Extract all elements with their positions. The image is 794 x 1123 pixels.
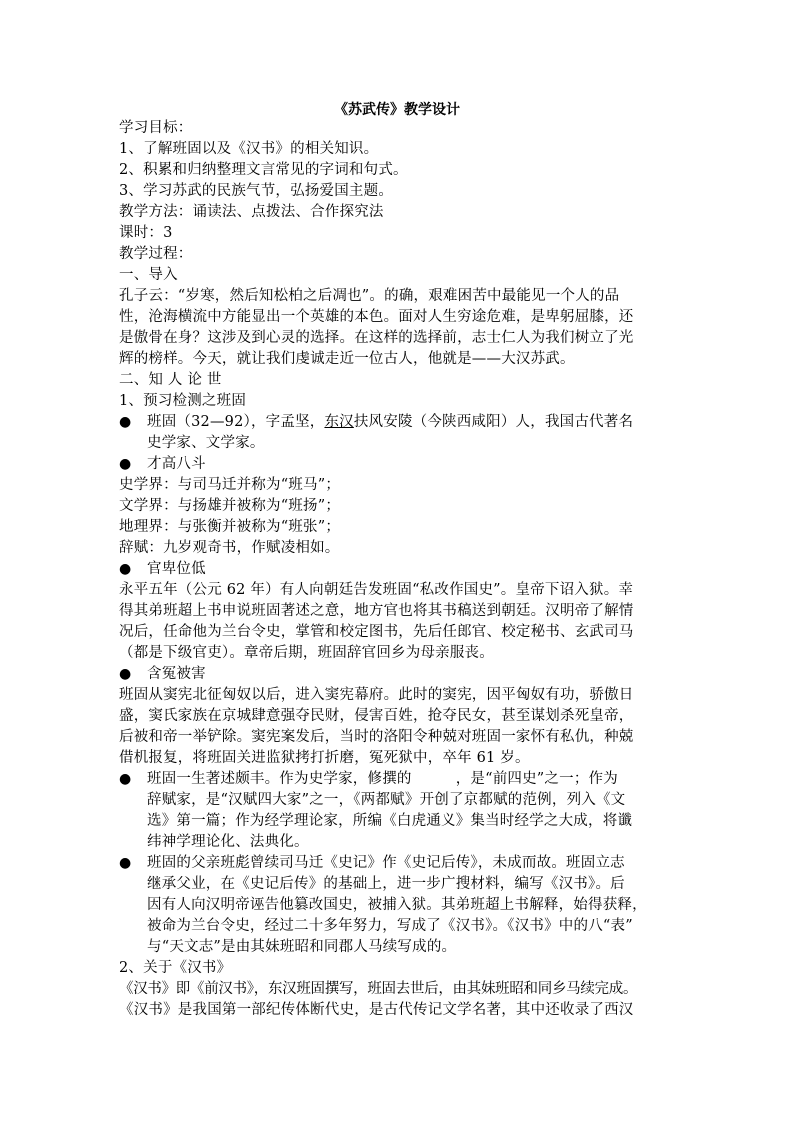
- bullet-text: 班固（32—92），字孟坚，东汉扶风安陵（今陕西咸阳）人，我国古代著名: [147, 414, 634, 430]
- bullet-icon: ●: [119, 561, 132, 577]
- text-line: 课时：3: [119, 225, 173, 241]
- text-line: 文学界：与扬雄并被称为“班扬”；: [119, 498, 341, 514]
- text-line: 史学界：与司马迁并称为“班马”；: [119, 477, 341, 493]
- bullet-text: 辞赋家，是“汉赋四大家”之一，《两都赋》开创了京都赋的范例，列入《文: [147, 792, 626, 808]
- text-line: 辞赋：九岁观奇书，作赋凌相如。: [119, 540, 340, 556]
- bullet-text: 史学家、文学家。: [147, 435, 265, 451]
- paragraph-line: 性，沧海横流中方能显出一个英雄的本色。面对人生穷途危难，是卑躬屈膝，还: [119, 309, 634, 325]
- paragraph-line: 永平五年（公元 62 年）有人向朝廷告发班固“私改作国史”。皇帝下诏入狱。幸: [119, 582, 634, 598]
- text-line: 教学过程：: [119, 246, 193, 262]
- paragraph-line: 借机报复，将班固关进监狱拷打折磨，冤死狱中，卒年 61 岁。: [119, 750, 530, 766]
- bullet-icon: ●: [119, 771, 132, 787]
- document-title: 《苏武传》教学设计: [334, 102, 460, 118]
- bullet-text: 因有人向汉明帝诬告他篡改国史，被捕入狱。其弟班超上书解释，始得获释，: [147, 897, 647, 913]
- bullet-text: 纬神学理论化、法典化。: [147, 834, 309, 850]
- bullet-icon: ●: [119, 414, 132, 430]
- paragraph-line: 是傲骨在身？这涉及到心灵的选择。在这样的选择前，志士仁人为我们树立了光: [119, 330, 634, 346]
- paragraph-line: 孔子云：“岁寒，然后知松柏之后凋也”。的确，艰难困苦中最能见一个人的品: [119, 288, 620, 304]
- bullet-icon: ●: [119, 666, 132, 682]
- bullet-heading: 才高八斗: [147, 456, 206, 472]
- bullet-text: 选》第一篇；作为经学理论家，所编《白虎通义》集当时经学之大成，将谶: [147, 813, 633, 829]
- bullet-heading: 官卑位低: [147, 561, 206, 577]
- paragraph-line: 况后，任命他为兰台令史，掌管和校定图书，先后任郎官、校定秘书、玄武司马: [119, 624, 634, 640]
- bullet-heading: 含冤被害: [147, 666, 206, 682]
- paragraph-line: 辉的榜样。今天，就让我们虔诚走近一位古人，他就是——大汉苏武。: [119, 351, 575, 367]
- paragraph-line: 班固从窦宪北征匈奴以后，进入窦宪幕府。此时的窦宪，因平匈奴有功，骄傲日: [119, 687, 634, 703]
- bullet-icon: ●: [119, 456, 132, 472]
- bullet-text: 与“天文志”是由其妹班昭和同郡人马续写成的。: [147, 939, 457, 955]
- text-line: 3、学习苏武的民族气节，弘扬爱国主题。: [119, 183, 394, 199]
- subsection-heading: 1、预习检测之班固: [119, 393, 247, 409]
- text-line: 地理界：与张衡并被称为“班张”；: [119, 519, 341, 535]
- bullet-text: 班固的父亲班彪曾续司马迁《史记》作《史记后传》，未成而故。班固立志: [147, 855, 625, 871]
- paragraph-line: 《汉书》即《前汉书》，东汉班固撰写，班固去世后，由其妹班昭和同乡马续完成。: [119, 981, 638, 997]
- paragraph-line: 后被和帝一举铲除。窦宪案发后，当时的洛阳令种兢对班固一家怀有私仇，种兢: [119, 729, 634, 745]
- underlined-term: 东汉: [324, 414, 354, 430]
- bullet-text: 继承父业，在《史记后传》的基础上，进一步广搜材料，编写《汉书》。后: [147, 876, 625, 892]
- text-line: 2、积累和归纳整理文言常见的字词和句式。: [119, 162, 408, 178]
- text-line: 学习目标：: [119, 120, 193, 136]
- bullet-text: 班固一生著述颇丰。作为史学家，修撰的 ，是“前四史”之一；作为: [147, 771, 618, 787]
- bullet-text: 被命为兰台令史，经过二十多年努力，写成了《汉书》。《汉书》中的八“表”: [147, 918, 633, 934]
- text-line: 教学方法：诵读法、点拨法、合作探究法: [119, 204, 384, 220]
- section-heading: 二、知 人 论 世: [119, 372, 222, 388]
- paragraph-line: （都是下级官吏）。章帝后期，班固辞官回乡为母亲服丧。: [119, 645, 494, 661]
- subsection-heading: 2、关于《汉书》: [119, 960, 232, 976]
- text-line: 1、了解班固以及《汉书》的相关知识。: [119, 141, 379, 157]
- paragraph-line: 《汉书》是我国第一部纪传体断代史，是古代传记文学名著，其中还收录了西汉: [119, 1002, 634, 1018]
- section-heading: 一、导入: [119, 267, 178, 283]
- bullet-icon: ●: [119, 855, 132, 871]
- paragraph-line: 得其弟班超上书申说班固著述之意，地方官也将其书稿送到朝廷。汉明帝了解情: [119, 603, 634, 619]
- paragraph-line: 盛，窦氏家族在京城肆意强夺民财，侵害百姓，抢夺民女，甚至谋划杀死皇帝，: [119, 708, 634, 724]
